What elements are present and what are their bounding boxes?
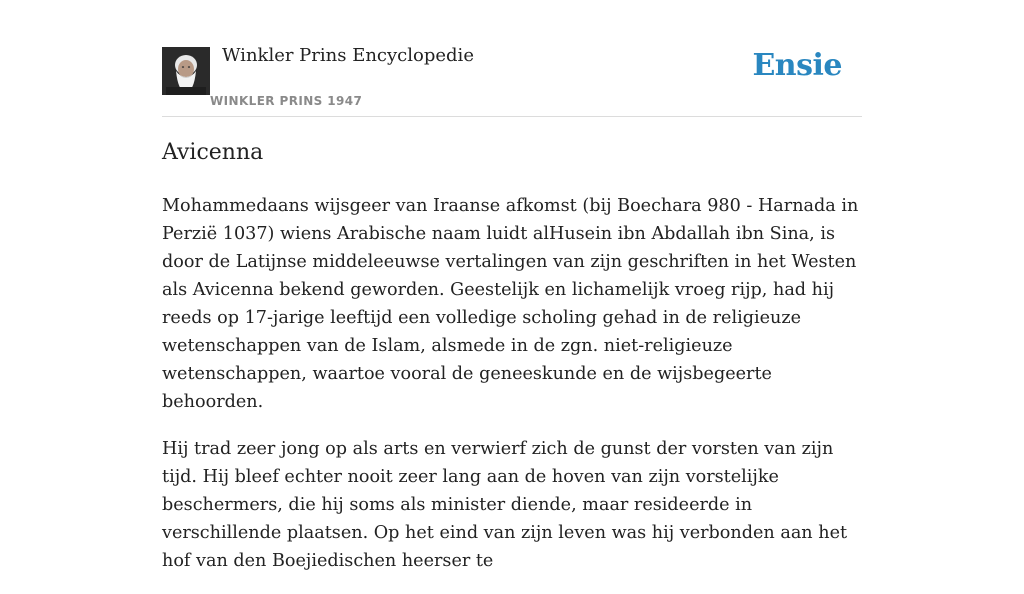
article-paragraph: Hij trad zeer jong op als arts en verwierf zich de gunst der vorsten van zijn tijd. Hij bleef echter nooit zeer lang aan de hoven van zijn vorstelijke beschermers, die hij soms als minister diende, maar resideerde in verschillende plaatsen. Op het eind van zijn leven was hij verbonden aan het hof van den Boejiedischen heerser te <box>162 439 848 571</box>
publication-header <box>162 40 862 117</box>
brand-logo-link[interactable]: Ensie <box>752 48 842 83</box>
publication-title[interactable]: Winkler Prins Encyclopedie <box>222 45 474 66</box>
publication-avatar[interactable] <box>162 47 210 95</box>
article-body <box>162 192 866 594</box>
bearded-portrait-icon <box>162 47 210 95</box>
publication-subtitle[interactable]: WINKLER PRINS 1947 <box>210 94 363 108</box>
article-paragraph: Mohammedaans wijsgeer van Iraanse afkomst (bij Boechara 980 - Harnada in Perzië 1037) wiens Arabische naam luidt alHusein ibn Abdallah ibn Sina, is door de Latijnse middeleeuwse vertalingen van zijn geschriften in het Westen als Avicenna bekend geworden. Geestelijk en lichamelijk vroeg rijp, had hij reeds op 17-jarige leeftijd een volledige scholing gehad in de religieuze wetenschappen van de Islam, alsmede in de zgn. niet-religieuze wetenschappen, waartoe vooral de geneeskunde en de wijsbegeerte behoorden. <box>162 196 859 412</box>
article-title: Avicenna <box>162 140 264 165</box>
